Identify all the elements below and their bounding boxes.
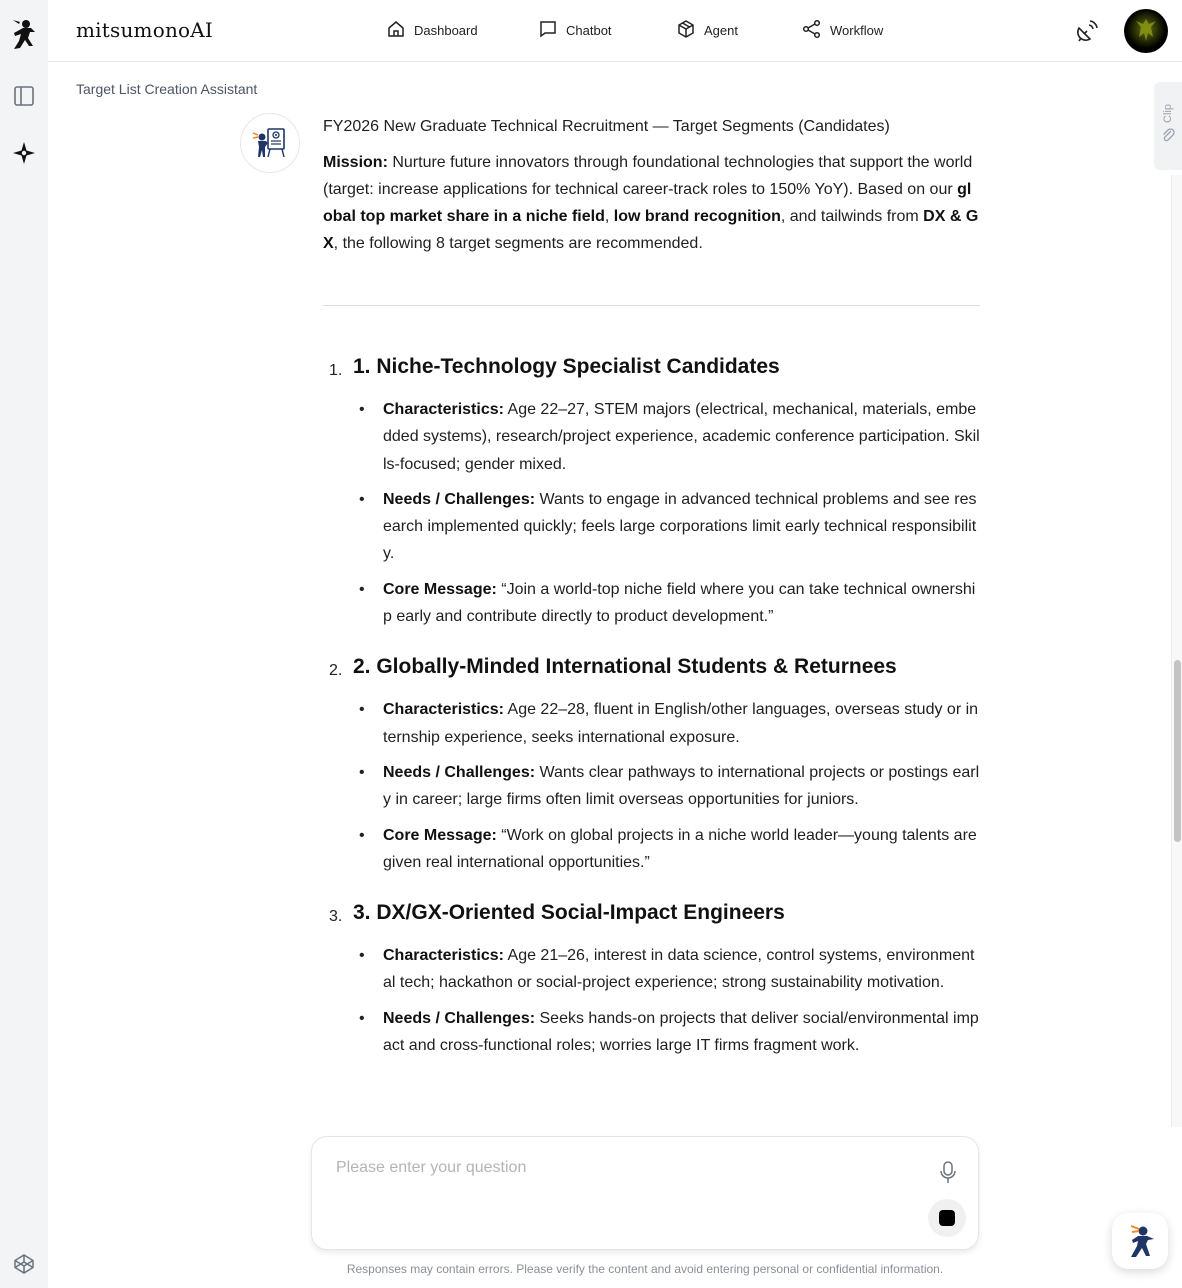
section-divider: [323, 305, 980, 306]
segment-item: [323, 898, 980, 1059]
mission-label: Mission:: [323, 154, 388, 171]
ninja-icon: [1121, 1222, 1159, 1260]
message-title: FY2026 New Graduate Technical Recruitment — Target Segments (Candidates): [323, 118, 890, 135]
segment-number: 1.: [329, 362, 343, 379]
segment-list: [323, 352, 980, 1059]
stop-button[interactable]: [928, 1199, 966, 1237]
microphone-icon[interactable]: [936, 1159, 960, 1185]
nav-agent[interactable]: [676, 19, 738, 42]
paperclip-icon: [1161, 127, 1175, 148]
brand-name[interactable]: mitsumonoAI: [76, 18, 214, 42]
segment-title: 2. Globally-Minded International Students & Returnees: [353, 655, 897, 679]
question-input[interactable]: [336, 1159, 916, 1229]
point-text: “Join a world-top niche field where you can take technical ownership early and contribute directly to product development.”: [383, 580, 976, 626]
point-text: Seeks hands-on projects that deliver social/environmental impact and cross-functional roles; worries large IT firms fragment work.: [383, 1009, 979, 1055]
mission-paragraph: [323, 149, 980, 257]
clip-tab[interactable]: [1154, 82, 1182, 170]
point-text: Age 22–28, fluent in English/other languages, overseas study or internship experience, seeks international exposure.: [383, 701, 979, 746]
assistant-avatar: [240, 113, 300, 173]
nav-label: Agent: [704, 23, 738, 38]
segment-point: [383, 696, 980, 751]
segment-point: [383, 1005, 980, 1060]
segment-point: [383, 822, 980, 877]
point-text: Wants clear pathways to international projects or postings early in career; large firms often limit overseas opportunities for juniors.: [383, 763, 980, 809]
top-header: [48, 0, 1182, 62]
ninja-logo-icon[interactable]: [8, 19, 40, 51]
point-label: Core Message:: [383, 826, 497, 844]
chat-bubble-icon: [538, 19, 558, 42]
nav-label: Dashboard: [414, 23, 478, 38]
share-nodes-icon: [802, 19, 822, 42]
point-label: Needs / Challenges:: [383, 490, 536, 508]
cube-icon: [676, 19, 696, 42]
mission-text: , the following 8 target segments are recommended.: [333, 235, 703, 252]
segment-point: [383, 942, 980, 997]
user-avatar[interactable]: [1124, 9, 1168, 53]
segment-item: [323, 352, 980, 630]
page-breadcrumb: Target List Creation Assistant: [76, 81, 258, 97]
segment-item: [323, 652, 980, 876]
point-text: Age 21–26, interest in data science, control systems, environmental tech; hackathon or social-project experience; strong sustainability motivation.: [383, 947, 975, 992]
mission-text: Nurture future innovators through foundational technologies that support the world (target: increase applications for technical career-track roles to 150% YoY). Based on our: [323, 154, 973, 198]
stop-icon: [939, 1210, 955, 1226]
point-label: Characteristics:: [383, 701, 504, 719]
point-label: Needs / Challenges:: [383, 763, 536, 781]
mission-text: , and tailwinds from: [780, 208, 924, 225]
mission-bold: DX & GX: [323, 208, 979, 252]
point-text: Wants to engage in advanced technical problems and see research implemented quickly; feels large corporations limit early technical responsibility.: [383, 490, 977, 563]
home-icon: [386, 19, 406, 42]
segment-point: [383, 759, 980, 814]
assistant-message: [323, 113, 980, 1081]
nav-label: Chatbot: [566, 23, 612, 38]
segment-title: 3. DX/GX-Oriented Social-Impact Engineers: [353, 901, 785, 925]
satellite-dish-icon[interactable]: [1074, 18, 1100, 44]
ninja-assistant-button[interactable]: [1112, 1213, 1168, 1269]
sidebar-toggle-icon[interactable]: [8, 80, 40, 112]
point-text: Age 22–27, STEM majors (electrical, mechanical, materials, embedded systems), research/project experience, academic conference participation. Skills-focused; gender mixed.: [383, 401, 980, 473]
mission-bold: global top market share in a niche field: [323, 181, 972, 225]
segment-number: 2.: [329, 662, 343, 680]
mission-text: ,: [604, 208, 614, 225]
left-rail: [0, 0, 48, 1288]
nav-label: Workflow: [830, 23, 884, 38]
point-text: “Work on global projects in a niche world leader—young talents are given real international opportunities.”: [383, 826, 977, 871]
segment-point: [383, 396, 980, 478]
clip-label: Clip: [1162, 104, 1174, 123]
segment-point: [383, 486, 980, 568]
chat-composer: [311, 1136, 979, 1250]
point-label: Core Message:: [383, 580, 497, 598]
segment-number: 3.: [329, 908, 343, 926]
nav-dashboard[interactable]: [386, 19, 478, 42]
codepen-cube-icon[interactable]: [8, 1248, 40, 1280]
shuriken-icon[interactable]: [8, 137, 40, 169]
segment-title: 1. Niche-Technology Specialist Candidates: [353, 355, 780, 378]
scrollbar-thumb[interactable]: [1174, 660, 1181, 842]
nav-workflow[interactable]: [802, 19, 883, 42]
nav-chatbot[interactable]: [538, 19, 612, 42]
point-label: Characteristics:: [383, 401, 504, 418]
mission-bold: low brand recognition: [613, 208, 781, 225]
scrollbar-track[interactable]: [1171, 175, 1182, 1127]
point-label: Characteristics:: [383, 947, 504, 965]
point-label: Needs / Challenges:: [383, 1009, 536, 1027]
segment-point: [383, 576, 980, 631]
disclaimer-text: Responses may contain errors. Please verify the content and avoid entering personal or confidential information.: [346, 1262, 944, 1276]
